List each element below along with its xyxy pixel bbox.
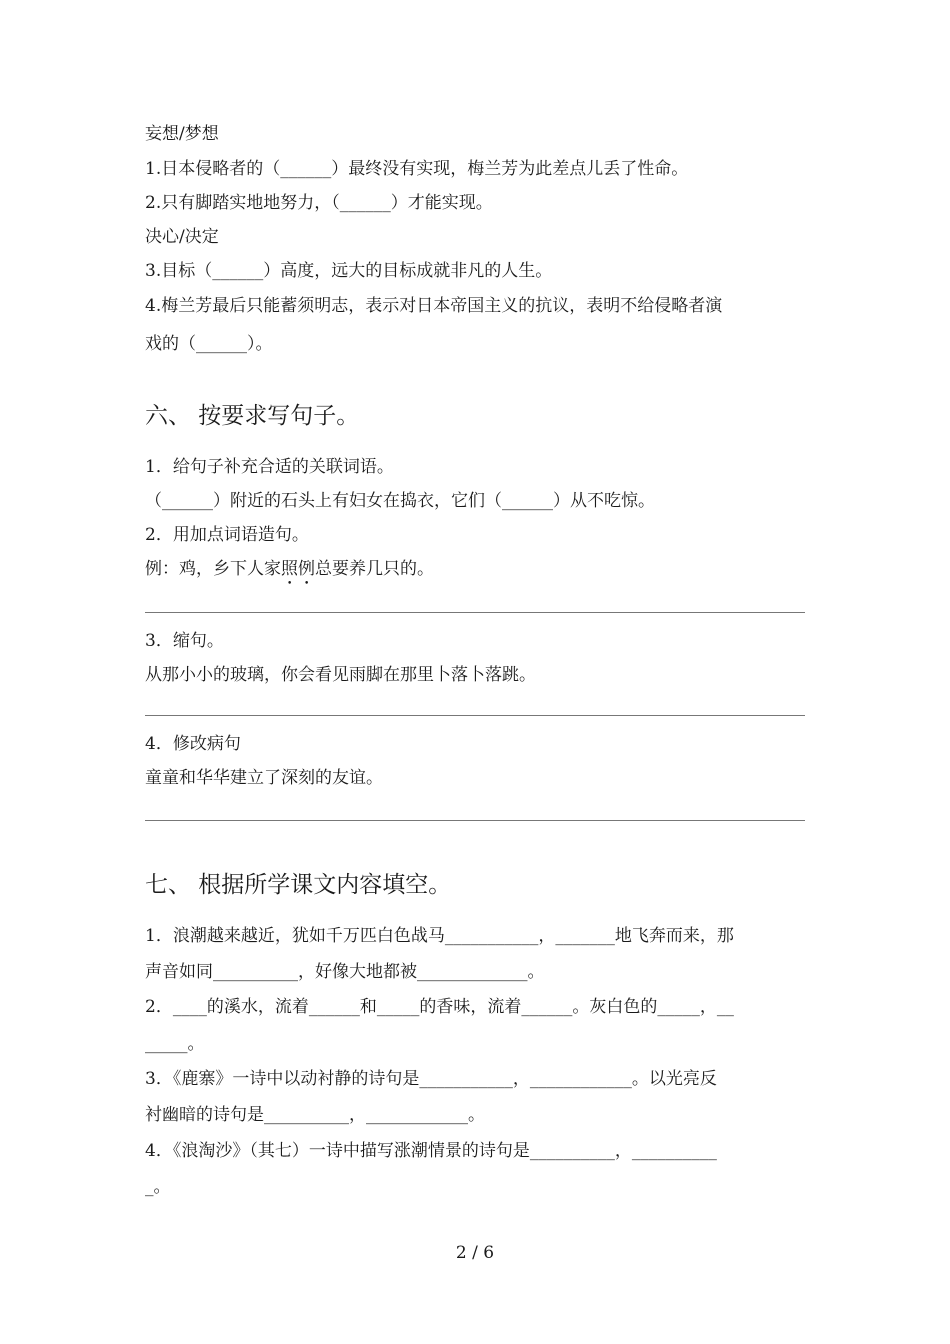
sec6-question-1-text: （______）附近的石头上有妇女在捣衣，它们（______）从不吃惊。 (145, 491, 655, 511)
section-6-title: 六、 按要求写句子。 (145, 403, 360, 429)
answer-line[interactable] (145, 820, 805, 821)
sec5-question-1: 1.日本侵略者的（______）最终没有实现，梅兰芳为此差点儿丢了性命。 (145, 159, 689, 179)
answer-line[interactable] (145, 715, 805, 716)
sec7-question-3-line-2: 衬幽暗的诗句是__________，____________。 (145, 1105, 485, 1125)
sec7-question-2-line-1: 2．____的溪水，流着______和_____的香味，流着______。灰白色的_____，__ (145, 997, 734, 1017)
sec7-question-4-line-2: _。 (145, 1177, 171, 1197)
sec7-question-2-line-2: _____。 (145, 1034, 205, 1054)
sec5-question-2: 2.只有脚踏实地地努力，（______）才能实现。 (145, 193, 493, 213)
sec6-question-3-text: 从那小小的玻璃，你会看见雨脚在那里卜落卜落跳。 (145, 665, 536, 685)
page-number: 2 / 6 (455, 1243, 495, 1263)
example-suffix: 总要养几只的。 (315, 559, 434, 579)
sec6-question-4-text: 童童和华华建立了深刻的友谊。 (145, 768, 383, 788)
sec6-question-1-label: 1．给句子补充合适的关联词语。 (145, 457, 394, 477)
section-7-title: 七、 根据所学课文内容填空。 (145, 872, 452, 898)
sec6-question-2-label: 2．用加点词语造句。 (145, 525, 309, 545)
sec6-question-3-label: 3．缩句。 (145, 631, 224, 651)
word-pair-group-2: 决心/决定 (145, 227, 219, 247)
sec7-question-1-line-1: 1．浪潮越来越近，犹如千万匹白色战马___________，_______地飞奔而来，那 (145, 926, 734, 946)
sec7-question-4-line-1: 4．《浪淘沙》（其七）一诗中描写涨潮情景的诗句是__________，__________ (145, 1141, 717, 1161)
answer-line[interactable] (145, 612, 805, 613)
sec5-question-4-line-2: 戏的（______）。 (145, 334, 273, 354)
sec7-question-1-line-2: 声音如同__________，好像大地都被_____________。 (145, 962, 545, 982)
word-pair-group-1: 妄想/梦想 (145, 124, 219, 144)
example-prefix: 例：鸡，乡下人家 (145, 559, 281, 579)
sec6-question-2-example (145, 558, 434, 589)
sec5-question-3: 3.目标（______）高度，远大的目标成就非凡的人生。 (145, 261, 553, 281)
sec5-question-4-line-1: 4.梅兰芳最后只能蓄须明志，表示对日本帝国主义的抗议，表明不给侵略者演 (145, 296, 723, 316)
dotted-word: 照例 (281, 559, 315, 579)
sec7-question-3-line-1: 3．《鹿寨》一诗中以动衬静的诗句是___________，____________。以光亮反 (145, 1069, 717, 1089)
sec6-question-4-label: 4．修改病句 (145, 734, 241, 754)
